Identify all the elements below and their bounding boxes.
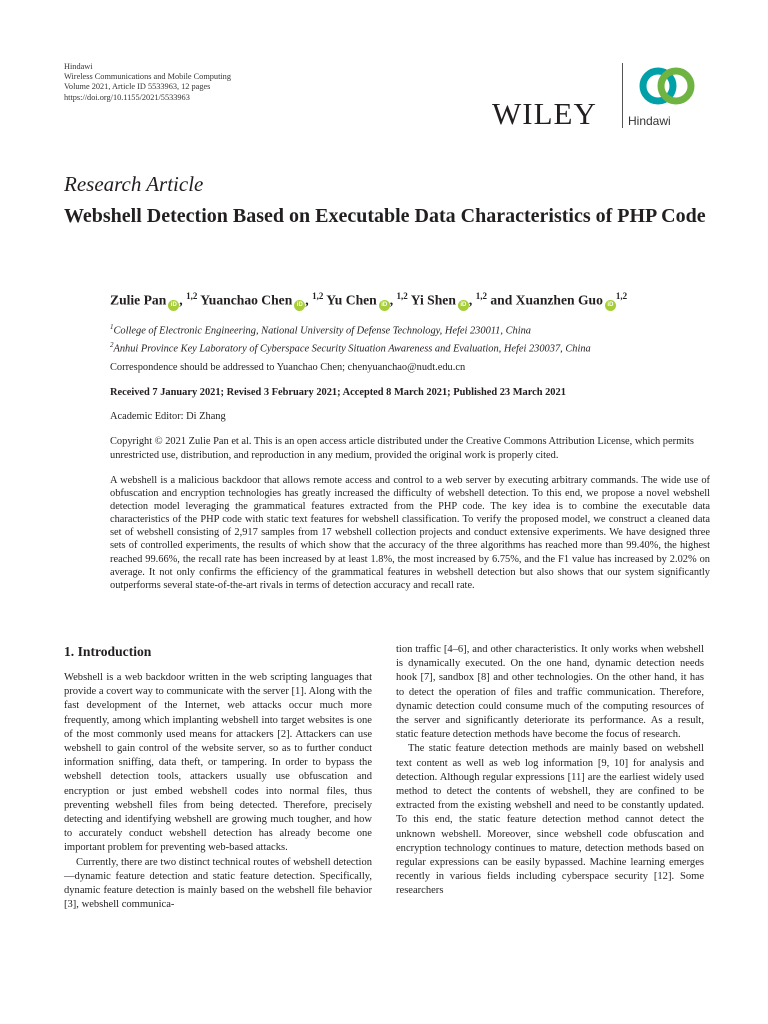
- affiliation-item: $^1$College of Electronic Engineering, National University of Defense Technology, Hefei 230011, China: [110, 323, 531, 337]
- volume-info: Volume 2021, Article ID 5533963, 12 pages: [64, 82, 211, 92]
- author-name: Yuanchao Chen: [200, 292, 293, 308]
- hindawi-logo-icon: [636, 62, 698, 110]
- body-column-left: [64, 671, 372, 912]
- section-heading: 1. Introduction: [64, 644, 152, 659]
- abstract: A webshell is a malicious backdoor that allows remote access and control to a web server by executing arbitrary commands. The wide use of obfuscation and encryption technologies has greatly increased the difficulty of webshell detection. To this end, we propose a novel webshell detection model leveraging the grammatical features extracted from the PHP code. The key idea is to combine the executable data characteristics of the PHP code with static text features for webshell classification. To verify the proposed model, we construct a cleaned data set of webshell consisting of 2,917 samples from 17 webshell collection projects and conduct extensive experiments. We have designed three sets of controlled experiments, the results of which show that the accuracy of the three algorithms has reached more than 99.40%, the highest reached 99.66%, the recall rate has been increased by at least 1.8%, the most increased by 6.75%, and the F1 value has increased by 2.02% on average. It not only confirms the efficiency of the grammatical features in webshell detection but also shows that our system significantly outperforms several state-of-the-art rivals in terms of detection accuracy and recall rate.: [110, 475, 710, 591]
- header-divider: [622, 63, 623, 128]
- paragraph: tion traffic [4–6], and other characteristics. It only works when webshell is dynamically executed. On the one hand, dynamic detection needs hook [7], sandbox [8] and other technologies. On the other hand, it has to detect the operation of files and traffic communication. Therefore, dynamic detection could consume much of the computing resources of the server and significantly deteriorate its performance. As a result, static feature detection methods have become the focus of research.: [396, 644, 704, 741]
- paragraph: Currently, there are two distinct technical routes of webshell detection—dynamic feature detection and static feature detection. Specifically, dynamic feature detection is mainly based on the webshell file behavior [3], webshell communica-: [64, 856, 372, 911]
- publication-dates: Received 7 January 2021; Revised 3 February 2021; Accepted 8 March 2021; Published 23 March 2021: [110, 387, 566, 398]
- hindawi-logo-text: Hindawi: [628, 114, 671, 128]
- journal-name: Wireless Communications and Mobile Computing: [64, 72, 231, 82]
- wiley-logo: WILEY: [492, 96, 597, 131]
- author-affil-mark: 1,2: [396, 291, 408, 301]
- doi-link[interactable]: https://doi.org/10.1155/2021/5533963: [64, 92, 190, 102]
- correspondence: Correspondence should be addressed to Yuanchao Chen; chenyuanchao@nudt.edu.cn: [110, 362, 466, 373]
- author-affil-mark: 1,2: [615, 291, 628, 301]
- paragraph: The static feature detection methods are mainly based on webshell text content as well as web log information [9, 10] for analysis and detection. Although regular expressions [11] are the earliest widely used method to detect the contents of webshell, they are confined to be extracted from the existing webshell and need to be constantly updated. To this end, the static feature detection method cannot detect the unknown webshell. Moreover, since webshell code obfuscation and encryption technology continues to mature, detection methods based on regular expressions can be easily bypassed. Machine learning emerges recently in various fields including cyberspace security [12]. Some researchers: [396, 743, 704, 897]
- author-name: Yu Chen: [326, 292, 377, 308]
- paragraph: Webshell is a web backdoor written in the web scripting languages that provide a covert way to communicate with the server [1]. Along with the fast development of the Internet, web attacks occur much more frequently, among which implanting webshell into target websites is one of the most commonly used means for attackers [2]. Attackers can use webshell to gain control of the website server, so as to further conduct information sniffing, data theft, or tampering. In order to bypass the webshell detection tools, attackers usually use obfuscation and encryption or just embed webshell codes into normal files, thus preventing webshell files from being detected. Therefore, precisely detecting and identifying webshell are growing much tougher, and how to accurately conduct webshell detection has already become one important problem for preventing web-based attacks.: [64, 672, 372, 854]
- body-column-right: [396, 643, 704, 899]
- author-name: Zulie Pan: [110, 292, 167, 308]
- author-affil-mark: 1,2: [475, 291, 487, 301]
- academic-editor: Academic Editor: Di Zhang: [110, 411, 226, 422]
- orcid-icon[interactable]: iD: [605, 300, 616, 311]
- orcid-icon[interactable]: iD: [168, 300, 179, 311]
- orcid-icon[interactable]: iD: [379, 300, 390, 311]
- author-list: Zulie Pan iD , $^{1,2}$ Yuanchao Chen iD , $^{1,2}$ Yu Chen iD , $^{1,2}$ Yi Shen iD , $^{1,2}$ and Xuanzhen Guo iD$^{1,2}$: [110, 291, 627, 311]
- author-name: Yi Shen: [410, 292, 456, 308]
- author-name: and Xuanzhen Guo: [490, 292, 603, 308]
- article-type: Research Article: [64, 172, 204, 196]
- paper-title: Webshell Detection Based on Executable Data Characteristics of PHP Code: [64, 205, 706, 227]
- journal-info: [64, 62, 231, 103]
- affiliations: [110, 320, 591, 357]
- copyright-notice: Copyright © 2021 Zulie Pan et al. This is an open access article distributed under the Creative Commons Attribution License, which permits unrestricted use, distribution, and reproduction in any medium, provided the original work is properly cited.: [110, 436, 694, 461]
- orcid-icon[interactable]: iD: [458, 300, 469, 311]
- affiliation-item: $^2$Anhui Province Key Laboratory of Cyberspace Security Situation Awareness and Evaluation, Hefei 230037, China: [110, 341, 591, 355]
- orcid-icon[interactable]: iD: [294, 300, 305, 311]
- author-affil-mark: 1,2: [186, 291, 198, 301]
- author-affil-mark: 1,2: [312, 291, 324, 301]
- publisher-name: Hindawi: [64, 62, 93, 71]
